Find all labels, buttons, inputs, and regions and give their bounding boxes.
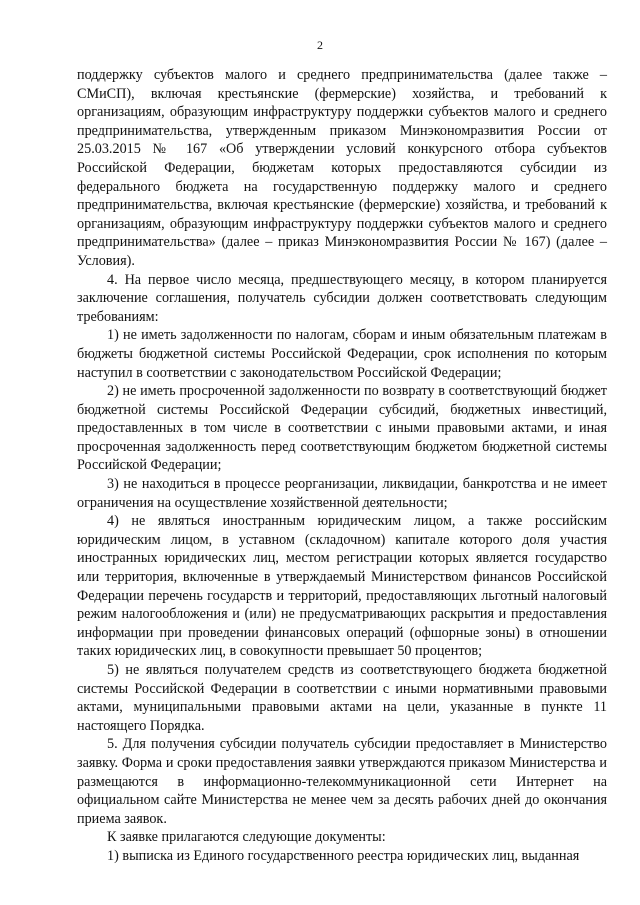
paragraph-attachment-1: 1) выписка из Единого государственного реестра юридических лиц, выданная: [107, 847, 580, 864]
paragraph-clause-4: 4. На первое число месяца, предшествующего месяцу, в котором планируется заключение соглашения, получатель субсидии должен соответствовать следующим требованиям:: [77, 271, 607, 325]
paragraph-requirement-1: 1) не иметь задолженности по налогам, сборам и иным обязательным платежам в бюджеты бюджетной системы Российской Федерации, срок исполнения по которым наступил в соответствии с законодательством Российской Федерации;: [77, 327, 607, 381]
paragraph-requirement-3: 3) не находиться в процессе реорганизации, ликвидации, банкротства и не имеет ограничения на осуществление хозяйственной деятельности;: [77, 476, 607, 511]
paragraph-requirement-2: 2) не иметь просроченной задолженности по возврату в соответствующий бюджет бюджетной системы Российской Федерации субсидий, бюджетных инвестиций, предоставленных в том числе в соответствии с иными правовыми актами, и иная просроченная задолженность перед соответствующим бюджетом бюджетной системы Российской Федерации;: [77, 383, 607, 474]
page-number: 2: [317, 38, 323, 52]
paragraph-attachments-intro: К заявке прилагаются следующие документы:: [107, 829, 386, 846]
paragraph-requirement-4: 4) не являться иностранным юридическим лицом, а также российским юридическим лицом, в уставном (складочном) капитале которого доля участия иностранных юридических лиц, местом регистрации которых является государство или территория, включенные в утверждаемый Министерством финансов Российской Федерации перечень государств и территорий, предоставляющих льготный налоговый режим налогообложения и (или) не предусматривающих раскрытия и предоставления информации при проведении финансовых операций (офшорные зоны) в отношении таких юридических лиц, в совокупности превышает 50 процентов;: [77, 513, 607, 660]
paragraph-continuation: поддержку субъектов малого и среднего предпринимательства (далее также – СМиСП), включая крестьянские (фермерские) хозяйства, и требований к организациям, образующим инфраструктуру поддержки субъектов малого и среднего предпринимательства, утвержденным приказом Минэкономразвития России от 25.03.2015 № 167 «Об утверждении условий конкурсного отбора субъектов Российской Федерации, бюджетам которых предоставляются субсидии из федерального бюджета на государственную поддержку малого и среднего предпринимательства, включая крестьянские (фермерские) хозяйства, и требований к организациям, образующим инфраструктуру поддержки субъектов малого и среднего предпринимательства» (далее – приказ Минэкономразвития России № 167) (далее –Условия).: [77, 67, 607, 269]
document-body: [77, 66, 607, 866]
paragraph-requirement-5: 5) не являться получателем средств из соответствующего бюджета бюджетной системы Российской Федерации в соответствии с иными нормативными правовыми актами, муниципальными правовыми актами на цели, указанные в пункте 11 настоящего Порядка.: [77, 662, 607, 734]
paragraph-clause-5: 5. Для получения субсидии получатель субсидии предоставляет в Министерство заявку. Форма и сроки предоставления заявки утверждаются приказом Министерства и размещаются в информационно-телекоммуникационной сети Интернет на официальном сайте Министерства не менее чем за десять рабочих дней до окончания приема заявок.: [77, 736, 607, 827]
